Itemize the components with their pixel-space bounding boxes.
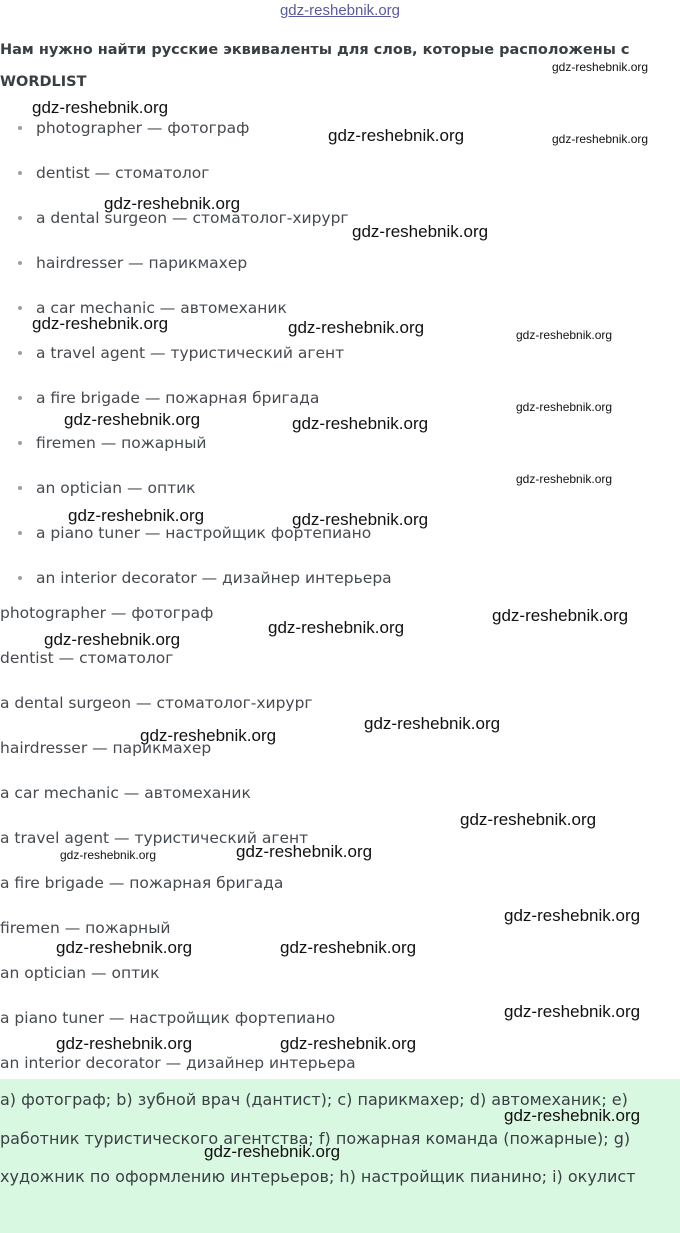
watermark: gdz-reshebnik.org [292, 414, 429, 433]
watermark: gdz-reshebnik.org [140, 726, 277, 745]
watermark: gdz-reshebnik.org [460, 810, 597, 829]
watermark: gdz-reshebnik.org [32, 98, 169, 117]
list-item: an interior decorator — дизайнер интерьера [0, 564, 392, 609]
list-item: a piano tuner — настройщик фортепиано [0, 519, 392, 564]
watermark: gdz-reshebnik.org [516, 400, 613, 414]
list-item: an interior decorator — дизайнер интерьера [0, 1054, 356, 1072]
watermark: gdz-reshebnik.org [60, 848, 157, 862]
watermark: gdz-reshebnik.org [492, 606, 629, 625]
list-item: a piano tuner — настройщик фортепиано [0, 1009, 336, 1027]
watermark: gdz-reshebnik.org [552, 60, 649, 74]
watermark: gdz-reshebnik.org [288, 318, 425, 337]
list-item: an optician — оптик [0, 474, 392, 519]
watermark: gdz-reshebnik.org [204, 1142, 341, 1161]
site-link[interactable]: gdz-reshebnik.org [279, 2, 401, 19]
watermark: gdz-reshebnik.org [56, 938, 193, 957]
list-item: a dental surgeon — стоматолог-хирург [0, 204, 392, 249]
list-item: a fire brigade — пожарная бригада [0, 874, 284, 892]
watermark: gdz-reshebnik.org [280, 1034, 417, 1053]
list-item: photographer — фотограф [0, 604, 214, 622]
list-item: dentist — стоматолог [0, 649, 174, 667]
list-item: a dental surgeon — стоматолог-хирург [0, 694, 313, 712]
watermark: gdz-reshebnik.org [504, 906, 641, 925]
task-heading: Нам нужно найти русские эквиваленты для слов, которые расположены с WORDLIST [0, 42, 630, 90]
wordlist-bulleted [0, 114, 392, 609]
watermark: gdz-reshebnik.org [504, 1002, 641, 1021]
watermark: gdz-reshebnik.org [268, 618, 405, 637]
list-item: a car mechanic — автомеханик [0, 784, 251, 802]
watermark: gdz-reshebnik.org [328, 126, 465, 145]
list-item: a travel agent — туристический агент [0, 339, 392, 384]
watermark: gdz-reshebnik.org [64, 410, 201, 429]
list-item: photographer — фотограф [0, 114, 392, 159]
watermark: gdz-reshebnik.org [552, 132, 649, 146]
list-item: a fire brigade — пожарная бригада [0, 384, 392, 429]
watermark: gdz-reshebnik.org [516, 472, 613, 486]
watermark: gdz-reshebnik.org [352, 222, 489, 241]
watermark: gdz-reshebnik.org [364, 714, 501, 733]
watermark: gdz-reshebnik.org [56, 1034, 193, 1053]
watermark: gdz-reshebnik.org [280, 938, 417, 957]
list-item: an optician — оптик [0, 964, 160, 982]
list-item: firemen — пожарный [0, 429, 392, 474]
answer-text: а) фотограф; b) зубной врач (дантист); c) парикмахер; d) автомеханик; e) работник туристического агентства; f) пожарная команда (пожарные); g) художник по оформлению интерьеров; h) настройщик пианино; i) окулист [0, 1090, 636, 1186]
watermark: gdz-reshebnik.org [292, 510, 429, 529]
list-item: hairdresser — парикмахер [0, 739, 212, 757]
watermark: gdz-reshebnik.org [32, 314, 169, 333]
list-item: hairdresser — парикмахер [0, 249, 392, 294]
watermark: gdz-reshebnik.org [44, 630, 181, 649]
list-item: a car mechanic — автомеханик [0, 294, 392, 339]
list-item: a travel agent — туристический агент [0, 829, 309, 847]
list-item: firemen — пожарный [0, 919, 171, 937]
list-item: dentist — стоматолог [0, 159, 392, 204]
watermark: gdz-reshebnik.org [68, 506, 205, 525]
watermark: gdz-reshebnik.org [236, 842, 373, 861]
watermark: gdz-reshebnik.org [516, 328, 613, 342]
watermark: gdz-reshebnik.org [104, 194, 241, 213]
watermark: gdz-reshebnik.org [504, 1106, 641, 1125]
